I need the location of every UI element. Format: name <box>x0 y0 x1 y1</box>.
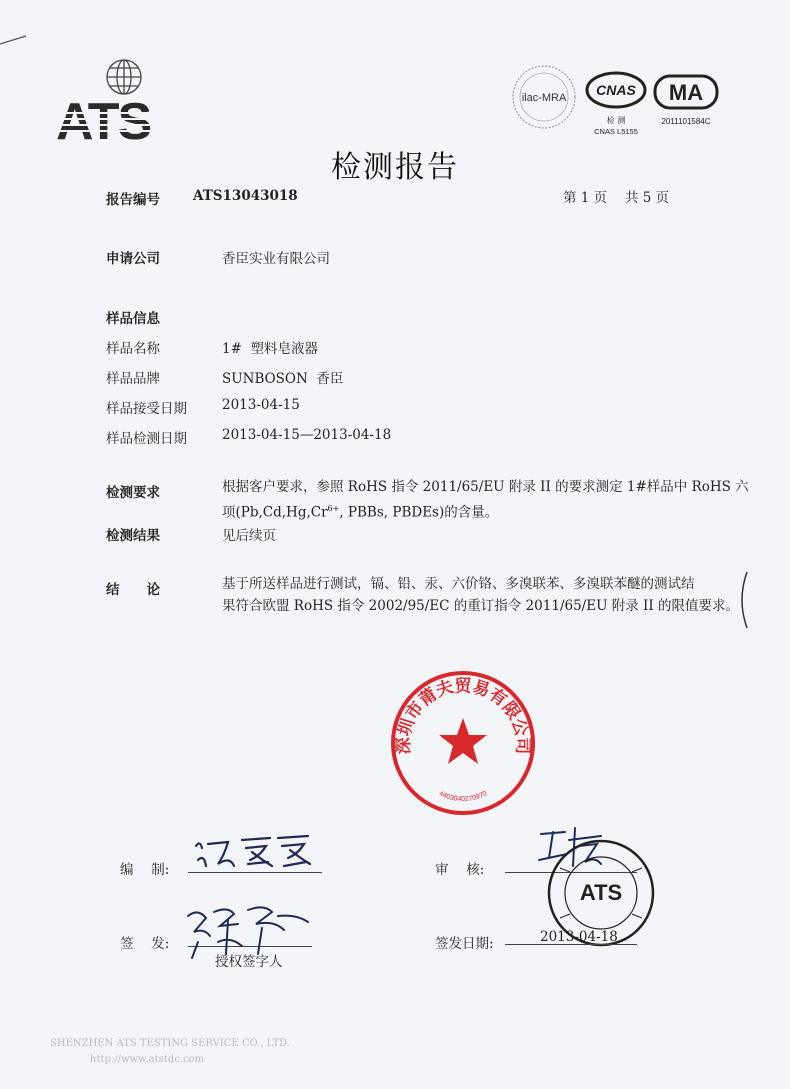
svg-text:CNAS L5155: CNAS L5155 <box>594 127 638 136</box>
sample-tested-label: 样品检测日期 <box>106 431 187 447</box>
star-icon <box>439 718 487 764</box>
svg-text:4403040270970: 4403040270970 <box>437 790 489 804</box>
footer-company: SHENZHEN ATS TESTING SERVICE CO., LTD. <box>50 1038 291 1049</box>
sample-name-value: 1# 塑料皂液器 <box>222 341 318 357</box>
sample-tested-value: 2013-04-15—2013-04-18 <box>222 427 392 443</box>
issue-date-label: 签发日期: <box>435 936 494 952</box>
sample-name-label: 样品名称 <box>106 341 160 357</box>
page-info: 第 1 页 共 5 页 <box>563 190 670 206</box>
svg-text:2011101584C: 2011101584C <box>661 117 711 126</box>
cma-icon <box>655 76 717 126</box>
svg-text:CNAS: CNAS <box>596 82 636 98</box>
accreditation-logos <box>508 62 733 142</box>
globe-icon <box>107 60 141 94</box>
authorized-signatory: 授权签字人 <box>215 954 283 970</box>
scan-corner-mark <box>0 30 30 50</box>
applicant-label: 申请公司 <box>106 251 160 267</box>
conclusion-line-2: 果符合欧盟 RoHS 指令 2002/95/EC 的重订指令 2011/65/EU 附录 II 的限值要求。 <box>222 598 739 614</box>
svg-text:深圳市莆夫贸易有限公司: 深圳市莆夫贸易有限公司 <box>393 676 533 755</box>
sample-brand-label: 样品品牌 <box>106 371 160 387</box>
ats-logo <box>50 55 195 145</box>
result-value: 见后续页 <box>222 528 276 544</box>
result-label: 检测结果 <box>106 528 160 544</box>
ilac-mra-icon <box>513 66 575 128</box>
svg-text:ilac-MRA: ilac-MRA <box>521 92 567 104</box>
issued-label: 签 发: <box>120 936 170 952</box>
conclusion-line-1: 基于所送样品进行测试，镉、铅、汞、六价铬、多溴联苯、多溴联苯醚的测试结 <box>222 576 695 592</box>
svg-text:ATS: ATS <box>579 880 623 905</box>
cnas-icon <box>587 73 645 136</box>
prepared-label: 编 制: <box>120 862 170 878</box>
sample-section-label: 样品信息 <box>106 311 160 327</box>
reviewed-label: 审 核: <box>435 862 485 878</box>
report-number: ATS13043018 <box>193 188 298 204</box>
sample-brand-value: SUNBOSON 香臣 <box>222 371 344 387</box>
requirement-text <box>222 476 749 524</box>
svg-text:MA: MA <box>668 80 704 105</box>
svg-text:检 测: 检 测 <box>606 116 626 125</box>
requirement-line-2: 项($Pb,Cd,Hg,Cr^{6+}$, PBBs, PBDEs)的含量。 <box>222 504 499 521</box>
requirement-line-1: 根据客户要求，参照 RoHS 指令 2011/65/EU 附录 II 的要求测定 1#样品中 RoHS 六 <box>222 479 749 495</box>
footer-web: http://www.atstdc.com <box>90 1054 205 1065</box>
report-number-label: 报告编号 <box>106 192 160 208</box>
prepared-signature <box>190 826 320 874</box>
applicant-value: 香臣实业有限公司 <box>222 251 330 267</box>
company-stamp <box>388 668 538 818</box>
sample-received-value: 2013-04-15 <box>222 397 300 413</box>
scan-edge-mark <box>735 570 755 630</box>
ats-logo-text: ATS <box>56 93 151 145</box>
conclusion-text <box>222 573 739 617</box>
sample-received-label: 样品接受日期 <box>106 401 187 417</box>
conclusion-label: 结 论 <box>106 582 160 598</box>
issue-date: 2013-04-18 <box>540 929 618 945</box>
requirement-label: 检测要求 <box>106 485 160 501</box>
report-title: 检测报告 <box>331 150 459 185</box>
